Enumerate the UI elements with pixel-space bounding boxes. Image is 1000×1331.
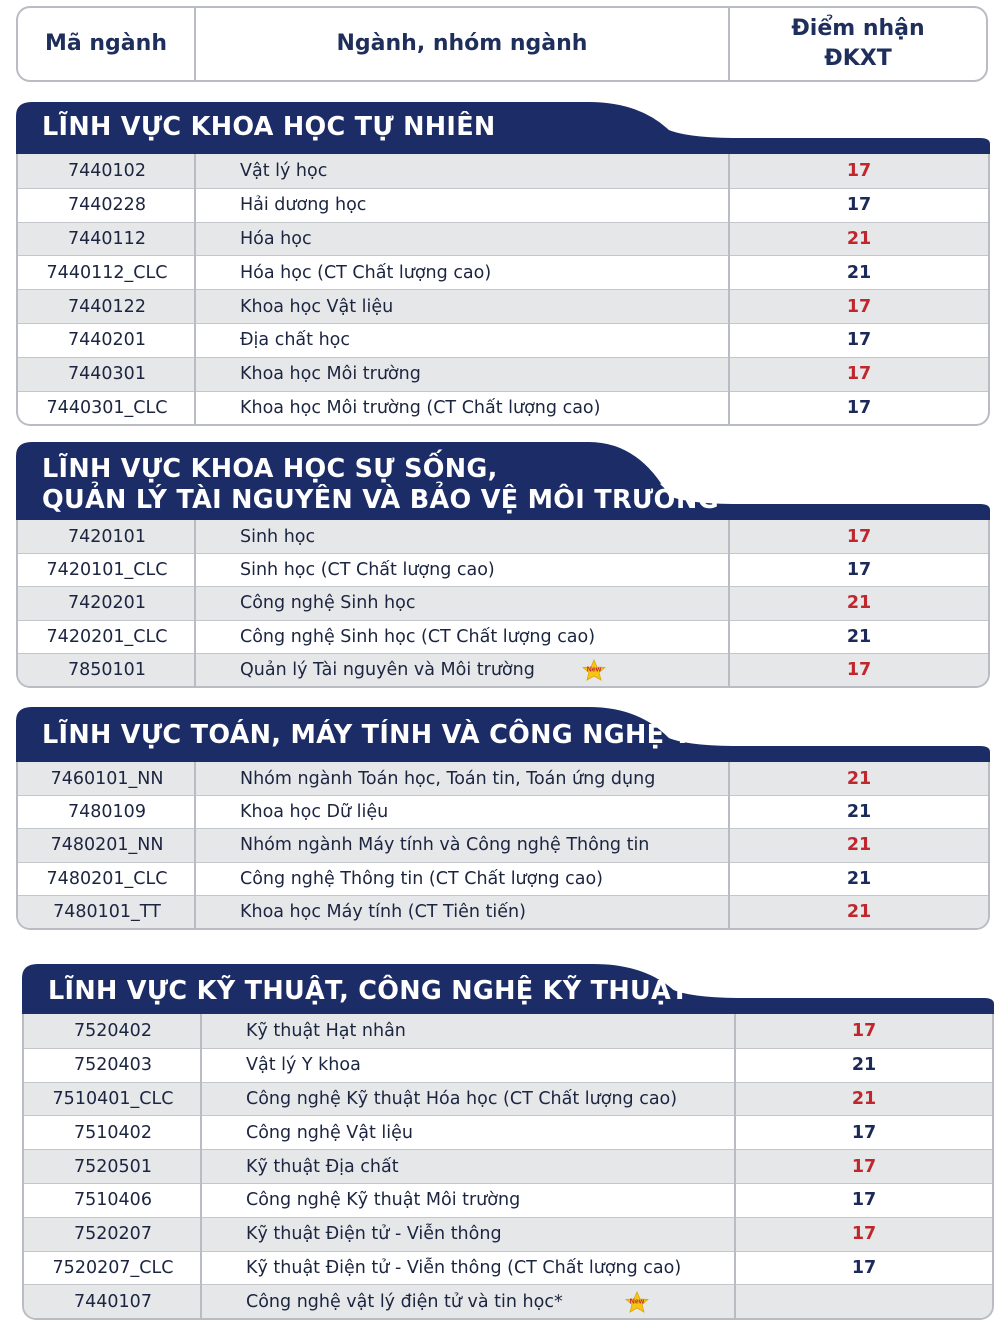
- major-code: 7440112_CLC: [46, 262, 168, 283]
- major-code: 7520402: [74, 1020, 152, 1041]
- table-row: [24, 1115, 992, 1149]
- table-row: [24, 1251, 992, 1285]
- major-name: Kỹ thuật Hạt nhân: [246, 1020, 406, 1041]
- table-row: [24, 1149, 992, 1183]
- section-title: LĨNH VỰC KHOA HỌC TỰ NHIÊN: [42, 112, 496, 142]
- table-row: [18, 795, 988, 828]
- admission-score: 17: [851, 1156, 877, 1177]
- table-row: [18, 520, 988, 553]
- table-row: [18, 255, 988, 289]
- table-row: [18, 357, 988, 391]
- major-code: 7440301: [68, 364, 146, 385]
- admission-score: 17: [851, 1257, 877, 1278]
- admission-score: 17: [851, 1224, 877, 1245]
- major-name: Địa chất học: [240, 330, 350, 351]
- major-name: Nhóm ngành Máy tính và Công nghệ Thông tin: [240, 835, 650, 856]
- admission-score: 21: [846, 626, 872, 647]
- major-code: 7420101_CLC: [46, 560, 168, 581]
- admission-score: 17: [846, 364, 872, 385]
- major-code: 7440201: [68, 330, 146, 351]
- major-code: 7510406: [74, 1190, 152, 1211]
- major-code: 7440228: [68, 195, 146, 216]
- major-name: Khoa học Dữ liệu: [240, 802, 389, 823]
- new-badge-text: New: [630, 1298, 645, 1306]
- table-row: [24, 1183, 992, 1217]
- admission-score: 17: [846, 526, 872, 547]
- major-code: 7420201: [68, 593, 146, 614]
- major-name: Khoa học Môi trường: [240, 364, 421, 385]
- table-row: [18, 323, 988, 357]
- admission-score: 17: [851, 1122, 877, 1143]
- table-row: [18, 391, 988, 425]
- column-divider: [734, 1014, 736, 1318]
- major-name: Hải dương học: [240, 195, 367, 216]
- section-table: [16, 154, 990, 426]
- major-name: Công nghệ Kỹ thuật Môi trường: [246, 1190, 521, 1211]
- table-header: [16, 6, 988, 82]
- admission-score: 21: [851, 1055, 877, 1076]
- major-code: 7420101: [68, 526, 146, 547]
- major-code: 7520403: [74, 1055, 152, 1076]
- column-divider: [194, 154, 196, 424]
- major-name: Sinh học (CT Chất lượng cao): [240, 560, 495, 581]
- major-name: Công nghệ vật lý điện tử và tin học*: [246, 1291, 563, 1312]
- admission-score: 21: [846, 262, 872, 283]
- section-title: LĨNH VỰC KỸ THUẬT, CÔNG NGHỆ KỸ THUẬT: [48, 976, 689, 1006]
- table-row: [18, 188, 988, 222]
- major-name: Công nghệ Sinh học: [240, 593, 416, 614]
- admission-score: 17: [846, 296, 872, 317]
- header-score: [730, 8, 986, 80]
- major-code: 7480201_CLC: [46, 868, 168, 889]
- major-name: Sinh học: [240, 526, 316, 547]
- major-name: Kỹ thuật Điện tử - Viễn thông: [246, 1224, 502, 1245]
- table-row: [18, 762, 988, 795]
- table-row: [18, 895, 988, 928]
- column-divider: [728, 520, 730, 686]
- table-row: [18, 222, 988, 256]
- major-code: 7850101: [68, 659, 146, 680]
- column-divider: [194, 520, 196, 686]
- major-name: Kỹ thuật Địa chất: [246, 1156, 399, 1177]
- table-row: [24, 1217, 992, 1251]
- admission-score: 17: [851, 1190, 877, 1211]
- column-divider: [200, 1014, 202, 1318]
- section-table: [16, 520, 990, 688]
- admission-score: 17: [846, 160, 872, 181]
- major-name: Quản lý Tài nguyên và Môi trường: [240, 659, 535, 680]
- header-score-line2: ĐKXT: [824, 46, 892, 71]
- major-code: 7480101_TT: [53, 901, 161, 922]
- major-name: Công nghệ Vật liệu: [246, 1122, 414, 1143]
- new-badge-text: New: [586, 666, 601, 674]
- major-name: Hóa học: [240, 228, 312, 249]
- major-code: 7520501: [74, 1156, 152, 1177]
- major-name: Nhóm ngành Toán học, Toán tin, Toán ứng dụng: [240, 768, 656, 789]
- major-code: 7510401_CLC: [52, 1088, 174, 1109]
- major-name: Khoa học Vật liệu: [240, 296, 394, 317]
- table-row: [24, 1082, 992, 1116]
- admission-score: 17: [851, 1020, 877, 1041]
- table-row: [24, 1014, 992, 1048]
- table-row: [18, 653, 988, 686]
- admission-score: 17: [846, 397, 872, 418]
- column-divider: [728, 154, 730, 424]
- column-divider: [728, 762, 730, 928]
- major-code: 7440102: [68, 160, 146, 181]
- major-name: Vật lý Y khoa: [246, 1055, 361, 1076]
- major-name: Khoa học Môi trường (CT Chất lượng cao): [240, 397, 601, 418]
- major-code: 7440107: [74, 1291, 152, 1312]
- column-divider: [194, 762, 196, 928]
- header-name: Ngành, nhóm ngành: [336, 31, 588, 56]
- major-code: 7480201_NN: [50, 835, 164, 856]
- admission-score: 17: [846, 560, 872, 581]
- major-name: Công nghệ Thông tin (CT Chất lượng cao): [240, 868, 603, 889]
- admission-score: 21: [846, 802, 872, 823]
- new-star-icon: [581, 659, 607, 681]
- table-row: [18, 289, 988, 323]
- major-code: 7440122: [68, 296, 146, 317]
- admission-score: 17: [846, 659, 872, 680]
- table-row: [24, 1284, 992, 1318]
- section-table: [22, 1014, 994, 1320]
- major-code: 7510402: [74, 1122, 152, 1143]
- table-row: [18, 862, 988, 895]
- section-title: LĨNH VỰC TOÁN, MÁY TÍNH VÀ CÔNG NGHỆ THÔNG TIN: [42, 720, 837, 750]
- admission-score: 21: [846, 768, 872, 789]
- admission-score: 17: [846, 195, 872, 216]
- admission-score: 21: [846, 835, 872, 856]
- major-name: Hóa học (CT Chất lượng cao): [240, 262, 492, 283]
- major-code: 7520207_CLC: [52, 1257, 174, 1278]
- header-code: Mã ngành: [45, 31, 167, 56]
- major-code: 7440112: [68, 228, 146, 249]
- major-name: Công nghệ Sinh học (CT Chất lượng cao): [240, 626, 596, 647]
- admission-score: 21: [846, 228, 872, 249]
- major-name: Khoa học Máy tính (CT Tiên tiến): [240, 901, 526, 922]
- major-code: 7420201_CLC: [46, 626, 168, 647]
- table-row: [18, 553, 988, 586]
- admission-score: 21: [846, 901, 872, 922]
- new-star-icon: [624, 1291, 650, 1313]
- admission-score: 21: [846, 593, 872, 614]
- admission-score: 17: [846, 330, 872, 351]
- major-code: 7460101_NN: [50, 768, 164, 789]
- admission-score: 21: [846, 868, 872, 889]
- section-table: [16, 762, 990, 930]
- section-title-line2: QUẢN LÝ TÀI NGUYÊN VÀ BẢO VỆ MÔI TRƯỜNG: [42, 485, 719, 515]
- header-score-line1: Điểm nhận: [791, 16, 925, 41]
- major-name: Kỹ thuật Điện tử - Viễn thông (CT Chất lượng cao): [246, 1257, 682, 1278]
- table-row: [24, 1048, 992, 1082]
- major-code: 7480109: [68, 802, 146, 823]
- table-row: [18, 154, 988, 188]
- table-row: [18, 620, 988, 653]
- major-code: 7520207: [74, 1224, 152, 1245]
- table-row: [18, 586, 988, 619]
- table-row: [18, 828, 988, 861]
- section-title: LĨNH VỰC KHOA HỌC SỰ SỐNG,: [42, 454, 498, 484]
- major-name: Vật lý học: [240, 160, 328, 181]
- admission-score: 21: [851, 1088, 877, 1109]
- major-name: Công nghệ Kỹ thuật Hóa học (CT Chất lượng cao): [246, 1088, 678, 1109]
- major-code: 7440301_CLC: [46, 397, 168, 418]
